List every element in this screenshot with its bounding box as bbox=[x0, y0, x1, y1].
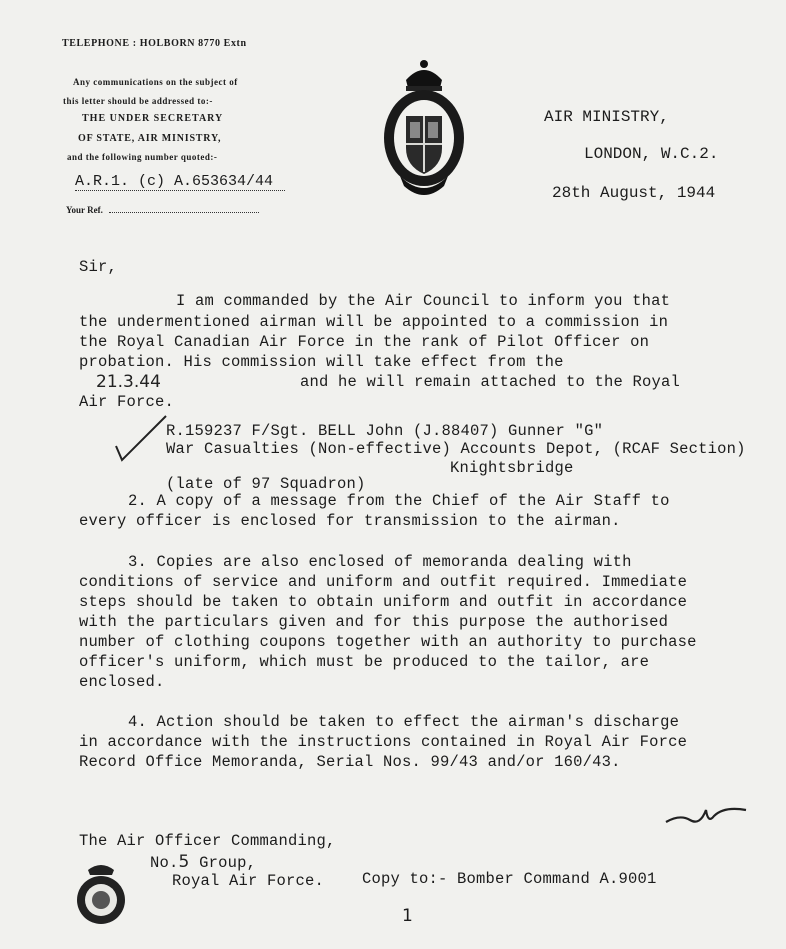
para3-line: steps should be taken to obtain uniform and outfit in accordance bbox=[79, 593, 688, 611]
para1-line: I am commanded by the Air Council to inform you that bbox=[176, 292, 671, 310]
address-note-line: Any communications on the subject of bbox=[73, 77, 238, 87]
para4-line: Record Office Memoranda, Serial Nos. 99/43 and/or 160/43. bbox=[79, 753, 621, 771]
para1-line: probation. His commission will take effect from the bbox=[79, 353, 564, 371]
para3-line: conditions of service and uniform and outfit required. Immediate bbox=[79, 573, 688, 591]
copy-to: Copy to:- Bomber Command A.9001 bbox=[362, 870, 657, 888]
group-number: 5 bbox=[178, 852, 190, 872]
telephone-line: TELEPHONE : HOLBORN 8770 Extn bbox=[62, 38, 247, 49]
para3-line: number of clothing coupons together with an authority to purchase bbox=[79, 633, 697, 651]
para1-tail: and he will remain attached to the Royal bbox=[300, 373, 681, 391]
para3-line: 3. Copies are also enclosed of memoranda dealing with bbox=[128, 553, 632, 571]
airman-line: War Casualties (Non-effective) Accounts Depot, (RCAF Section) bbox=[166, 440, 746, 458]
check-mark-icon bbox=[112, 412, 170, 464]
official-stamp-icon bbox=[74, 860, 128, 926]
para4-line: in accordance with the instructions contained in Royal Air Force bbox=[79, 733, 688, 751]
page-number: 1 bbox=[402, 906, 413, 926]
para1-line: the undermentioned airman will be appointed to a commission in bbox=[79, 313, 669, 331]
salutation: Sir, bbox=[79, 258, 118, 276]
letter-date: 28th August, 1944 bbox=[552, 184, 716, 202]
late-of-squadron: (late of 97 Squadron) bbox=[166, 475, 366, 493]
reference-block bbox=[75, 172, 285, 191]
addressee-group bbox=[150, 852, 256, 872]
signature-mark-icon bbox=[662, 796, 752, 830]
effective-date: 21.3.44 bbox=[96, 372, 161, 392]
addressee-group-word: Group, bbox=[199, 854, 257, 872]
reference-number: A.R.1. (c) A.653634/44 bbox=[75, 173, 285, 191]
para1-end: Air Force. bbox=[79, 393, 175, 411]
address-note-line: THE UNDER SECRETARY bbox=[82, 113, 224, 124]
royal-crest-icon bbox=[378, 58, 470, 203]
airman-line: Knightsbridge bbox=[450, 459, 574, 477]
para4-line: 4. Action should be taken to effect the airman's discharge bbox=[128, 713, 680, 731]
airman-line: R.159237 F/Sgt. BELL John (J.88407) Gunner "G" bbox=[166, 422, 604, 440]
addressee-line: The Air Officer Commanding, bbox=[79, 832, 336, 850]
addressee-no: No. bbox=[150, 854, 179, 872]
ministry-city: LONDON, W.C.2. bbox=[584, 145, 719, 163]
para2-line: 2. A copy of a message from the Chief of the Air Staff to bbox=[128, 492, 670, 510]
address-note-line: this letter should be addressed to:- bbox=[63, 96, 213, 106]
para3-line: enclosed. bbox=[79, 673, 165, 691]
ministry-name: AIR MINISTRY, bbox=[544, 108, 669, 126]
para3-line: officer's uniform, which must be produced to the tailor, are bbox=[79, 653, 650, 671]
your-ref-label: Your Ref. bbox=[66, 205, 103, 215]
para3-line: with the particulars given and for this purpose the authorised bbox=[79, 613, 669, 631]
addressee-line: Royal Air Force. bbox=[172, 872, 325, 890]
para1-line: the Royal Canadian Air Force in the rank of Pilot Officer on bbox=[79, 333, 650, 351]
address-note-line: and the following number quoted:- bbox=[67, 152, 218, 162]
your-ref-field bbox=[109, 212, 259, 213]
your-ref bbox=[66, 205, 259, 215]
address-note-line: OF STATE, AIR MINISTRY, bbox=[78, 133, 222, 144]
para2-line: every officer is enclosed for transmission to the airman. bbox=[79, 512, 621, 530]
